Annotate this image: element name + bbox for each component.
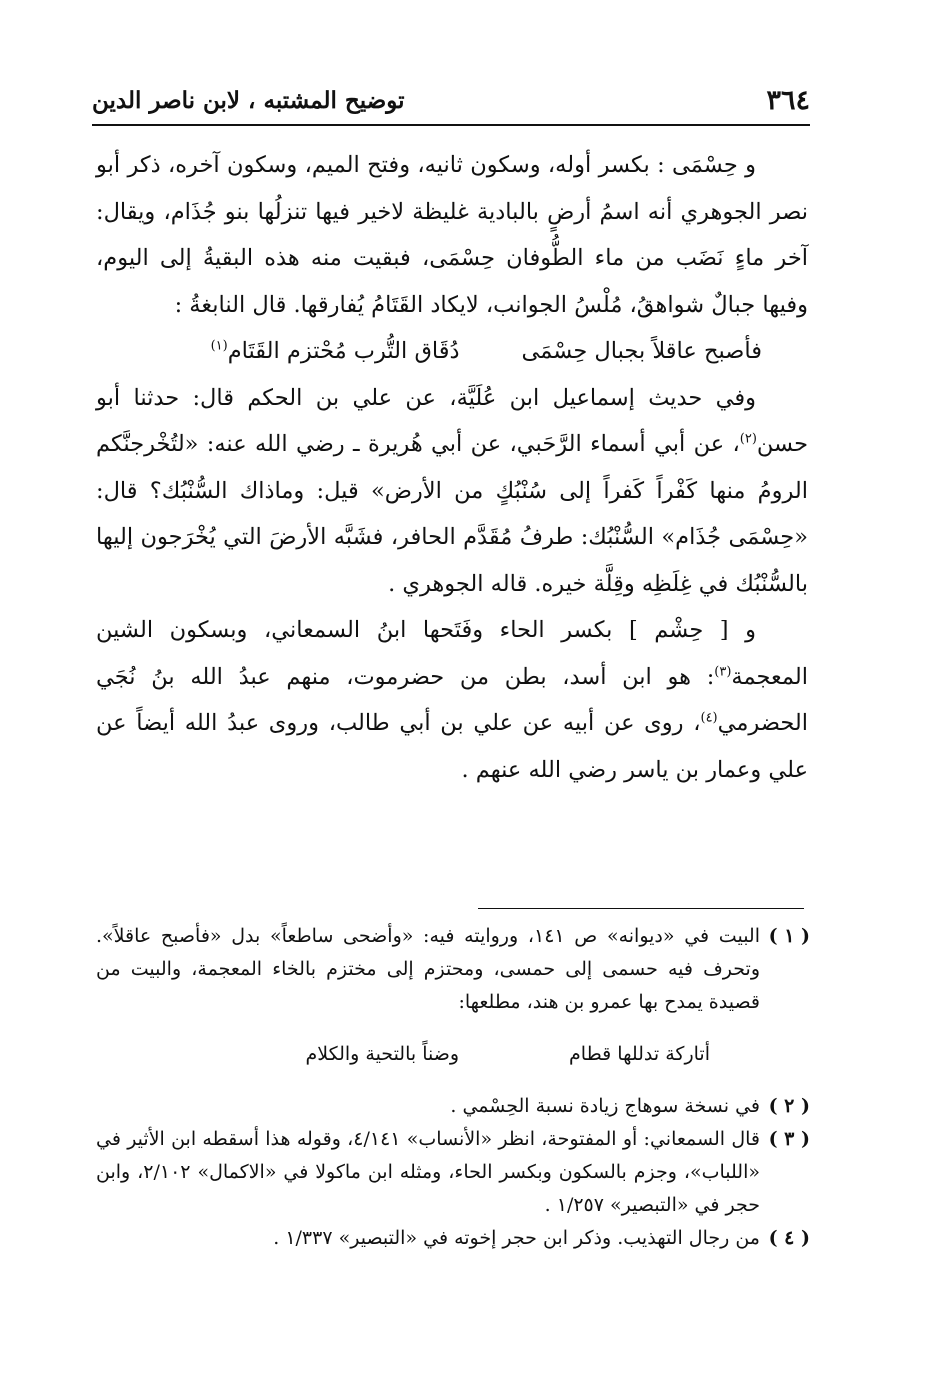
- paragraph-hishm-text-b: : هو ابن أسد، بطن من حضرموت، منهم عبدُ الله بنُ نُجَي الحضرمي: [96, 663, 808, 736]
- paragraph-hisma: [96, 142, 808, 328]
- footnote-verse-first: أتاركة تدللها قطام: [569, 1043, 710, 1065]
- footnote-4-number: ( ٤ ): [768, 1227, 810, 1249]
- footnote-1-verse: [96, 1038, 810, 1071]
- verse-first-hemistich: فأصبح عاقلاً بجبال حِسْمَى: [521, 338, 762, 364]
- paragraph-hishm: [96, 607, 808, 793]
- footnote-separator: [478, 908, 804, 909]
- footnote-2-text: في نسخة سوهاج زيادة نسبة الحِسْمي .: [450, 1095, 760, 1117]
- footnote-1: [96, 920, 810, 1019]
- main-text: [96, 142, 808, 793]
- footnote-verse-second: وضناً بالتحية والكلام: [305, 1043, 460, 1065]
- paragraph-hadith-text-a: وفي حديث إسماعيل ابن عُلَيَّة، عن علي بن الحكم قال: حدثنا أبو حسن: [96, 384, 808, 457]
- running-title: توضيح المشتبه ، لابن ناصر الدين: [92, 86, 405, 114]
- footnote-3: [96, 1123, 810, 1222]
- footnote-ref-1[interactable]: (١): [210, 338, 228, 354]
- footnote-1-text: البيت في «ديوانه» ص ١٤١، وروايته فيه: «وأضحى ساطعاً» بدل «فأصبح عاقلاً». وتحرف فيه حسمى إلى حمسى، ومحتزم إلى مختزم بالخاء المعجمة، والبيت من قصيدة يمدح بها عمرو بن هند، مطلعها:: [96, 925, 761, 1013]
- verse-second-hemistich: [211, 328, 460, 375]
- paragraph-hishm-text-c: ، روى عن أبيه عن علي بن أبي طالب، وروى عبدُ الله أيضاً عن علي وعمار بن ياسر رضي الله عنهم .: [96, 710, 808, 783]
- footnote-2-number: ( ٢ ): [768, 1095, 810, 1117]
- paragraph-hadith-text-b: ، عن أبي أسماء الرَّحَبي، عن أبي هُريرة ـ رضي الله عنه: «لتُخْرجنَّكم الرومُ منها كَفْراً كَفراً إلى سُنْبُكٍ من الأرض» قيل: وماذاك السُّنْبُك؟ قال: «حِسْمَى جُذَام» السُّنْبُك: طرفُ مُقَدَّم الحافر، فشَبَّه الأرضَ التي يُخْرَجون إليها بالسُّنْبُك في غِلَظِه وقِلَّة خيره. قاله الجوهري .: [96, 431, 808, 597]
- footnote-ref-3[interactable]: (٣): [714, 664, 732, 679]
- footnote-ref-2[interactable]: (٢): [739, 431, 757, 447]
- header-rule: [92, 124, 810, 126]
- running-header: [92, 82, 810, 118]
- footnote-2: [96, 1090, 810, 1123]
- paragraph-hisma-text: و حِسْمَى : بكسر أوله، وسكون ثانيه، وفتح الميم، وسكون آخره، ذكر أبو نصر الجوهري أنه اسمُ أرضٍ بالبادية غليظة لاخير فيها تنزلُها بنو جُذَام، ويقال: آخر ماءٍ نَضَب من ماء الطُّوفان حِسْمَى، فبقيت منه هذه البقيةُ إلى اليوم، وفيها جبالٌ شواهقُ، مُلْسُ الجوانب، لايكاد القَتَامُ يُفارقها. قال النابغةُ :: [96, 152, 808, 318]
- footnote-3-number: ( ٣ ): [768, 1128, 810, 1150]
- footnote-3-text: قال السمعاني: أو المفتوحة، انظر «الأنساب» ٤/١٤١، وقوله هذا أسقطه ابن الأثير في «اللباب»، وجزم بالسكون وبكسر الحاء، ومثله ابن ماكولا في «الاكمال» ٢/١٠٢، وابن حجر في «التبصير» ١/٢٥٧ .: [96, 1128, 760, 1216]
- verse-second-text: دُقَاق التُّرب مُحْتزم القَتَام: [227, 338, 460, 364]
- footnote-ref-4[interactable]: (٤): [700, 710, 718, 726]
- footnotes: [96, 920, 810, 1255]
- paragraph-hishm-text-a: و [ حِشْم ] بكسر الحاء وفَتَحها ابنُ السمعاني، وبسكون الشين المعجمة: [96, 617, 808, 690]
- footnote-4-text: من رجال التهذيب. وذكر ابن حجر إخوته في «التبصير» ١/٣٣٧ .: [273, 1227, 760, 1249]
- paragraph-hadith: [96, 375, 808, 608]
- footnote-1-number: ( ١ ): [768, 925, 811, 947]
- page-number: ٣٦٤: [766, 84, 810, 116]
- footnote-4: [96, 1222, 810, 1255]
- poem-verse: [96, 328, 808, 375]
